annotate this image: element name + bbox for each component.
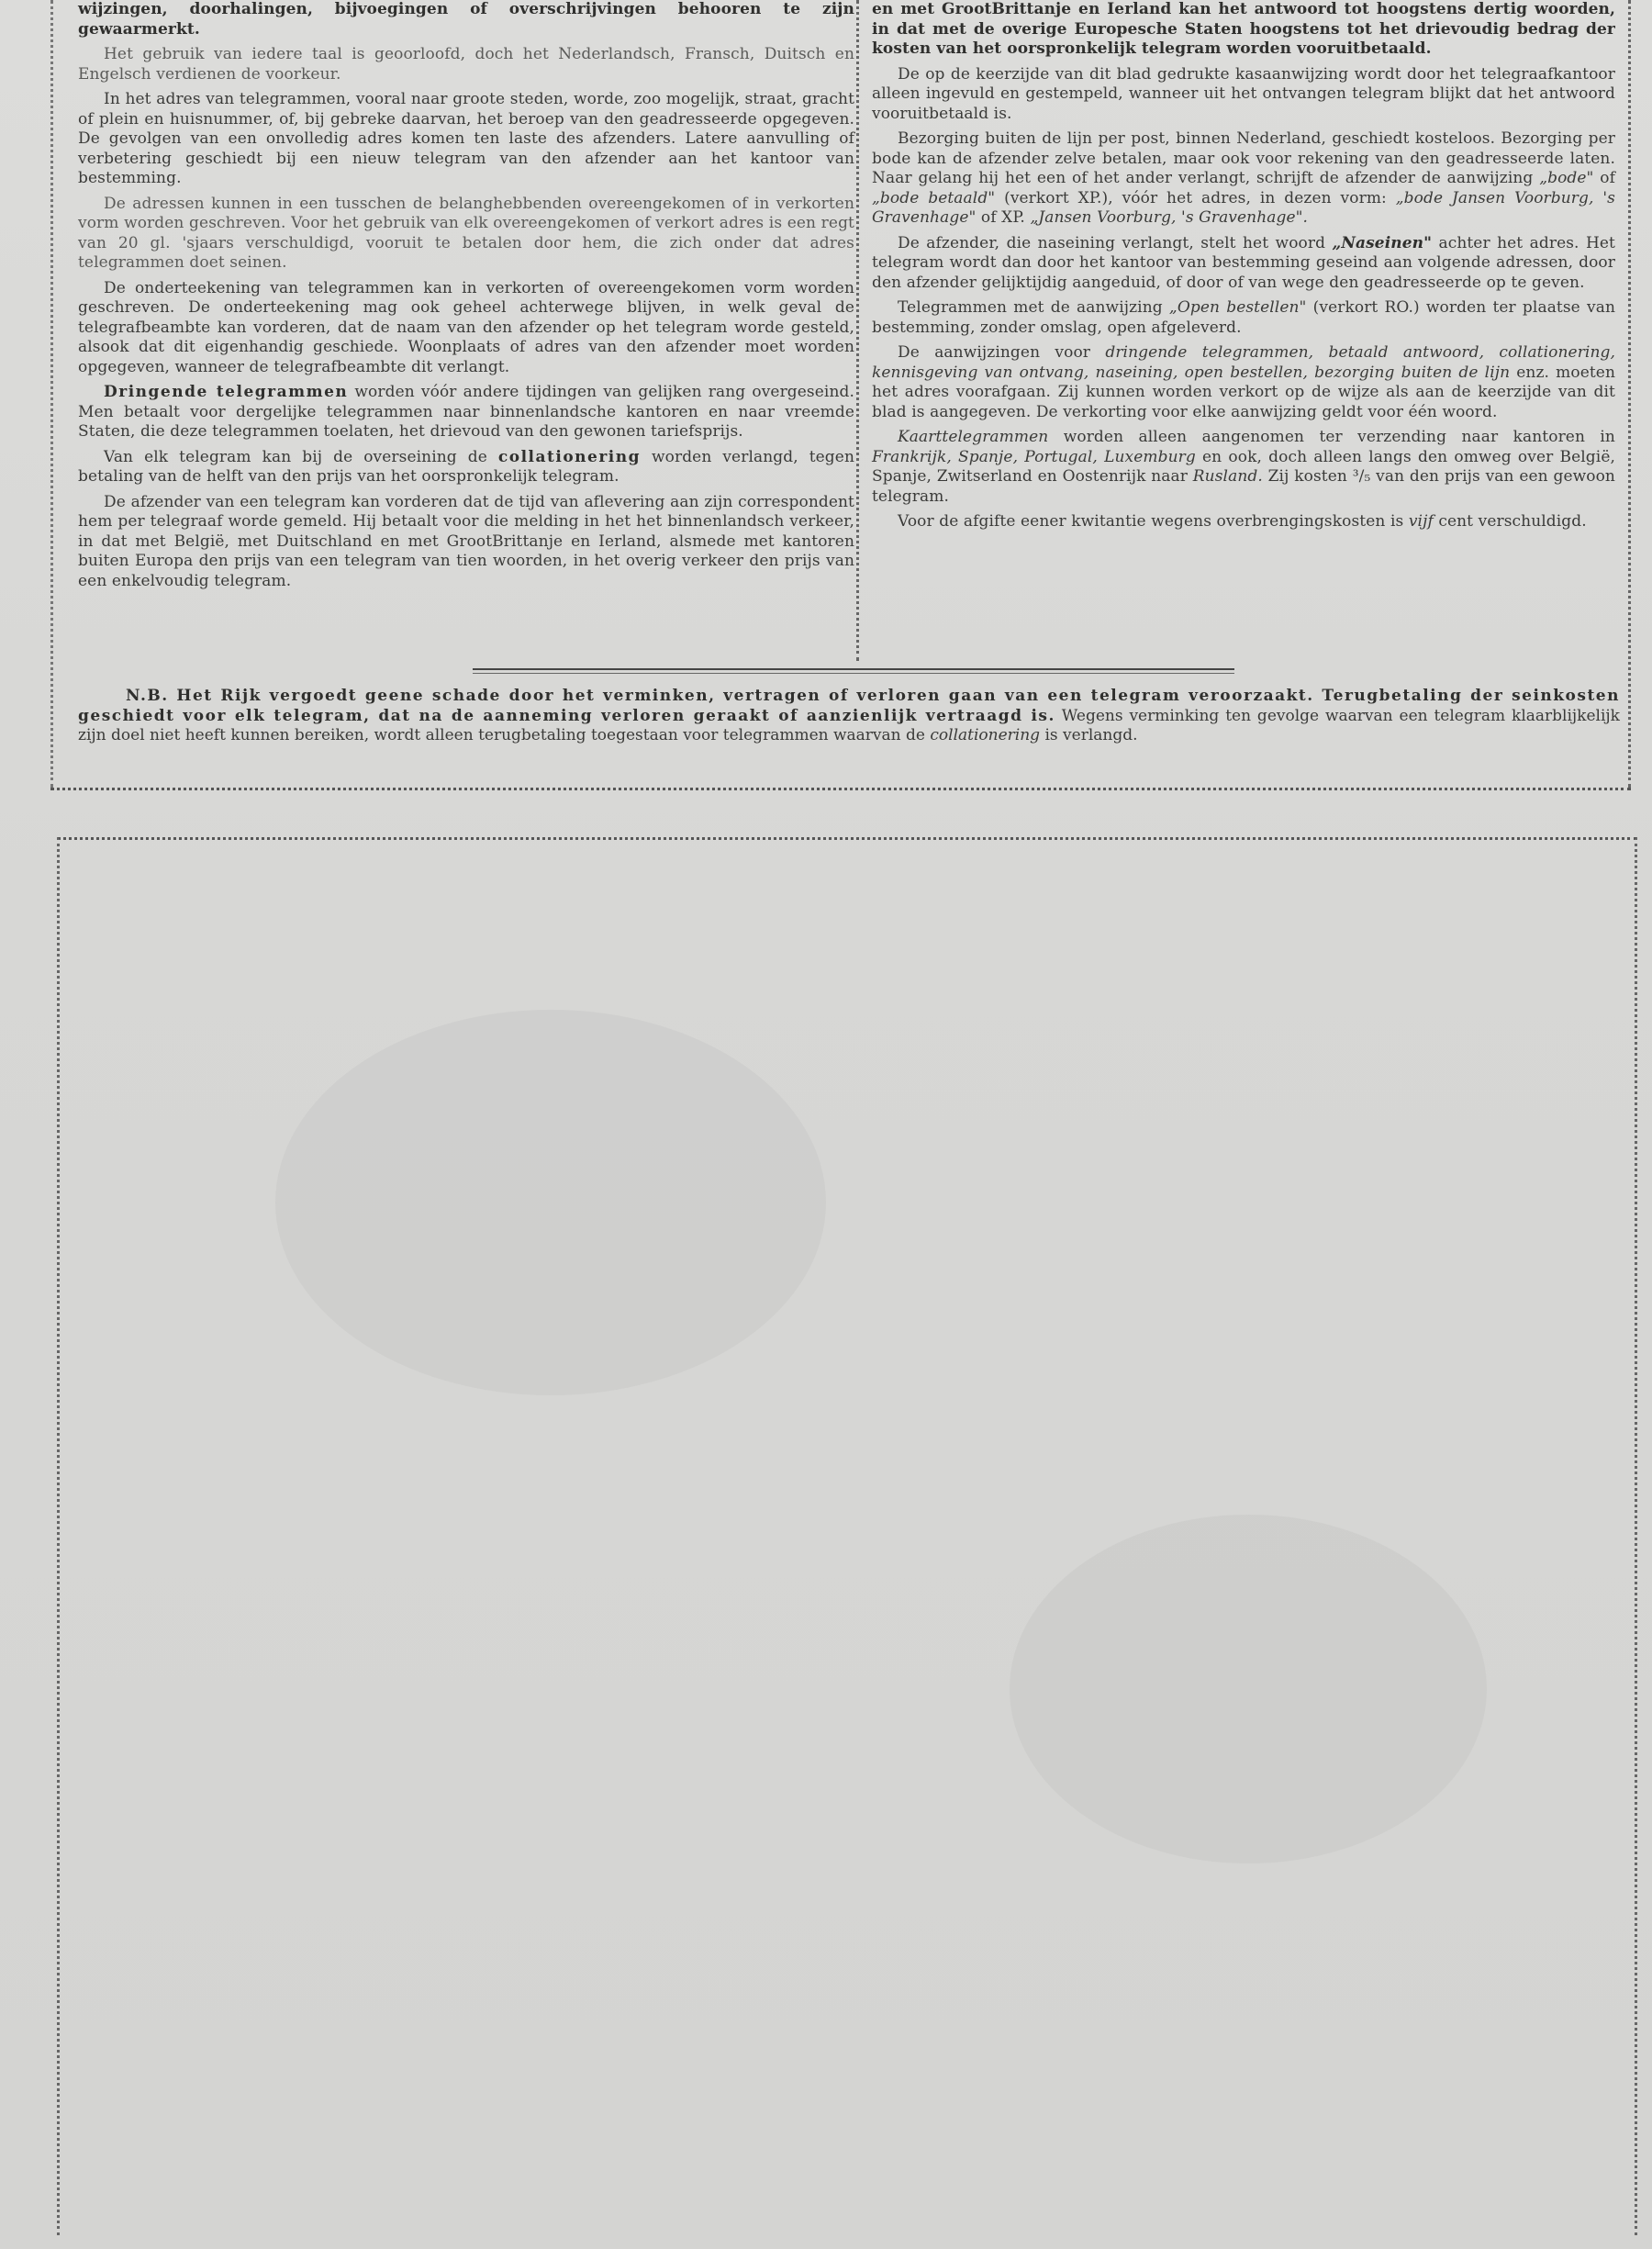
collation-text-a: Van elk telegram kan bij de overseining de: [104, 447, 498, 466]
liability-note-lead: N.B. Het Rijk vergoedt geene schade door het verminken, vertragen of verloren gaan van een telegram veroorzaakt. Terugbetaling der seinkosten geschiedt voor elk telegram, dat na de aanneming verloren geraakt of aanzienlijk vertraagd is.: [78, 687, 1620, 725]
receipt-amount: vijf: [1408, 512, 1434, 531]
delivery-text-d: of XP.: [976, 208, 1031, 227]
card-telegrams-term: Kaarttelegrammen: [898, 428, 1049, 446]
liability-note-text-a: Wegens verminking ten gevolge waarvan een telegram klaarblijkelijk zijn doel niet heeft kunnen bereiken, wordt alleen terugbetaling toegestaan voor telegrammen waarvan de: [78, 706, 1620, 744]
right-paragraph-5: [872, 298, 1615, 338]
instructions-text-b: enz. moeten het adres voorafgaan. Zij kunnen worden verkort op de wijze als aan de keerzijde van dit blad is aangegeven. De verkorting voor elke aanwijzing geldt voor één woord.: [872, 363, 1616, 421]
collation-text-b: worden verlangd, tegen betaling van de helft van den prijs van het oorspronkelijk telegram.: [78, 447, 854, 486]
section-separator-rule-thin: [473, 673, 1234, 674]
card-telegrams-text-c: Zij kosten ³/₅ van den prijs van een gewoon telegram.: [872, 467, 1615, 506]
open-delivery-text-a: Telegrammen met de aanwijzing: [898, 298, 1169, 317]
right-paragraph-7: [872, 428, 1615, 507]
liability-note-paragraph: [78, 687, 1620, 746]
column-divider: [856, 0, 859, 661]
left-paragraph-5: De onderteekening van telegrammen kan in verkorten of overeengekomen vorm worden geschreven. De onderteekening mag ook geheel achterwege blijven, in welk geval de telegrafbeambte kan vorderen, dat de naam van den afzender op het telegram worde gesteld, alsook dat dit eigenhandig geschiede. Woonplaats of adres van den afzender moet worden opgegeven, wanneer de telegrafbeambte dit verlangt.: [78, 278, 854, 376]
collation-heading: collationering: [497, 447, 641, 466]
card-telegrams-text-b: en ook, doch alleen langs den omweg over België, Spanje, Zwitserland en Oostenrijk naar: [872, 447, 1615, 486]
receipt-text-b: cent verschuldigd.: [1433, 512, 1587, 531]
printed-instructions-section: [50, 0, 1631, 790]
dotted-border-right: [1628, 0, 1631, 788]
forwarding-term: „Naseinen": [1332, 233, 1433, 252]
open-delivery-term: „Open bestellen": [1168, 298, 1307, 317]
instructions-text-a: De aanwijzingen voor: [898, 343, 1106, 362]
right-paragraph-6: [872, 343, 1615, 422]
forwarding-text-a: De afzender, die naseining verlangt, stelt het woord: [898, 233, 1333, 252]
dotted-border-left: [50, 0, 53, 788]
left-paragraph-4: De adressen kunnen in een tusschen de belanghebbenden overeengekomen of in verkorten vorm worden geschreven. Voor het gebruik van elk overeengekomen of verkort adres is een regt van 20 gl. 'sjaars verschuldigd, vooruit te betalen door hem, die zich onder dat adres telegrammen doet seinen.: [78, 194, 854, 272]
urgent-telegrams-text: worden vóór andere tijdingen van gelijken rang overgeseind. Men betaalt voor dergelijke telegrammen naar binnenlandsche kantoren en naar vreemde Staten, die deze telegrammen toelaten, het drievoud van den gewonen tariefsprijs.: [78, 383, 854, 441]
blank-form-area: [57, 837, 1637, 2235]
delivery-text-b: of: [1593, 169, 1615, 187]
left-paragraph-6: [78, 383, 854, 442]
left-paragraph-3: In het adres van telegrammen, vooral naar groote steden, worde, zoo mogelijk, straat, gracht of plein en huisnummer, of, bij gebreke daarvan, het beroep van den geadresseerde opgegeven. De gevolgen van een onvolledig adres komen ten laste des afzenders. Latere aanvulling of verbetering geschiedt bij een nieuw telegram van den afzender aan het kantoor van bestemming.: [78, 90, 854, 187]
right-paragraph-8: [872, 512, 1615, 532]
left-paragraph-8: De afzender van een telegram kan vorderen dat de tijd van aflevering aan zijn correspondent hem per telegraaf worde gemeld. Hij betaalt voor die melding in het het binnenlandsch verkeer, in dat met België, met Duitschland en met GrootBrittanje en Ierland, alsmede met kantoren buiten Europa den prijs van een telegram van tien woorden, in het overig verkeer den prijs van een enkelvoudig telegram.: [78, 492, 854, 590]
liability-note: [78, 687, 1620, 746]
receipt-text-a: Voor de afgifte eener kwitantie wegens overbrengingskosten is: [898, 512, 1409, 531]
urgent-telegrams-heading: Dringende telegrammen: [104, 383, 349, 401]
instructions-terms: dringende telegrammen, betaald antwoord, collationering, kennisgeving van ontvang, naseining, open bestellen, bezorging buiten de lijn: [872, 343, 1615, 382]
delivery-example-1: „bode Jansen Voorburg, 's Gravenhage": [872, 188, 1615, 227]
right-paragraph-3: [872, 129, 1615, 229]
right-paragraph-1: en met GrootBrittanje en Ierland kan het antwoord tot hoogstens dertig woorden, in dat met de overige Europesche Staten hoogstens tot het drievoudig bedrag der kosten van het oorspronkelijk telegram worden vooruitbetaald.: [872, 0, 1615, 58]
left-paragraph-2: Het gebruik van iedere taal is geoorloofd, doch het Nederlandsch, Fransch, Duitsch en Engelsch verdienen de voorkeur.: [78, 45, 854, 84]
card-telegrams-countries: Frankrijk, Spanje, Portugal, Luxemburg: [872, 447, 1196, 466]
delivery-term-bode: „bode": [1539, 169, 1594, 187]
right-paragraph-2: De op de keerzijde van dit blad gedrukte kasaanwijzing wordt door het telegraafkantoor alleen ingevuld en gestempeld, wanneer uit het ontvangen telegram blijkt dat het antwoord vooruitbetaald is.: [872, 64, 1615, 123]
left-paragraph-1: wijzingen, doorhalingen, bijvoegingen of overschrijvingen behooren te zijn gewaarmerkt.: [78, 0, 854, 39]
card-telegrams-text-a: worden alleen aangenomen ter verzending naar kantoren in: [1048, 428, 1615, 446]
delivery-text-c: (verkort XP.), vóór het adres, in dezen vorm:: [995, 188, 1396, 207]
section-separator-rule: [473, 668, 1234, 670]
delivery-text-a: Bezorging buiten de lijn per post, binnen Nederland, geschiedt kosteloos. Bezorging per bode kan de afzender zelve betalen, maar ook voor rekening van den geadresseerde laten. Naar gelang hij het een of het ander verlangt, schrijft de afzender de aanwijzing: [872, 129, 1615, 187]
liability-note-term: collationering: [930, 726, 1041, 744]
left-text-column: [78, 0, 854, 597]
delivery-example-2: „Jansen Voorburg, 's Gravenhage".: [1030, 208, 1309, 227]
card-telegrams-russia: Rusland.: [1192, 467, 1263, 486]
right-paragraph-4: [872, 234, 1615, 294]
liability-note-text-b: is verlangd.: [1040, 726, 1138, 744]
left-paragraph-7: [78, 448, 854, 487]
forwarding-text-b: achter het adres. Het telegram wordt dan door het kantoor van bestemming geseind aan volgende adressen, door den afzender gelijktijdig aangeduid, of door of van wege den geadresseerde op te geven.: [872, 233, 1615, 292]
right-text-column: [872, 0, 1615, 538]
delivery-term-bode-betaald: „bode betaald": [872, 188, 996, 207]
open-delivery-text-b: (verkort RO.) worden ter plaatse van bestemming, zonder omslag, open afgeleverd.: [872, 298, 1615, 337]
